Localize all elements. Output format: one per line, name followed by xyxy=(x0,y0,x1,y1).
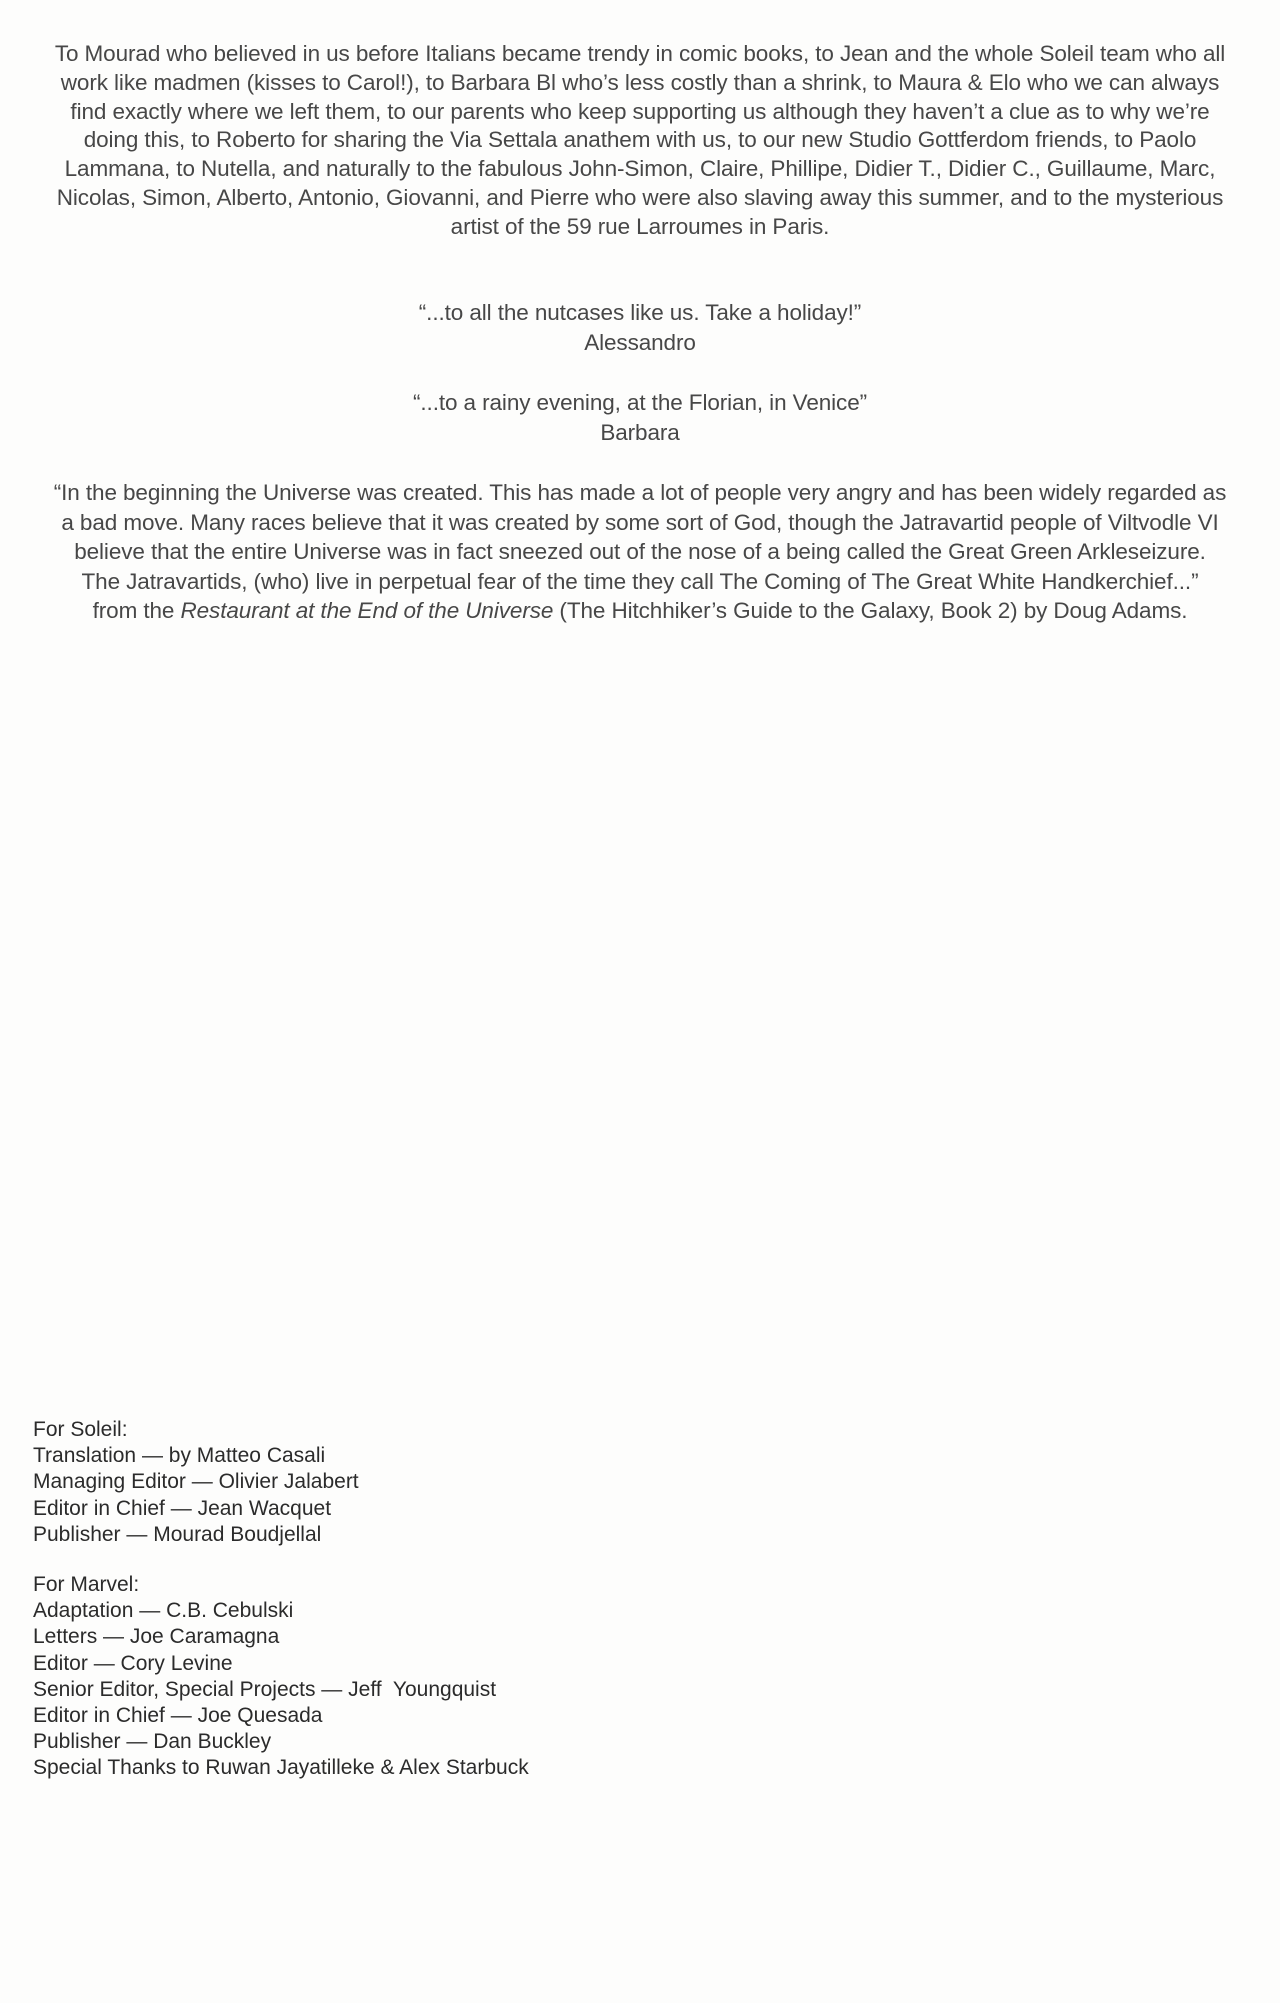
credits-line: Publisher — Mourad Boudjellal xyxy=(33,1522,322,1546)
dedication-line: work like madmen (kisses to Carol!), to Barbara Bl who’s less costly than a shrink, to Maura & Elo who we can always xyxy=(60,69,1220,95)
credits-heading: For Soleil: xyxy=(33,1418,128,1441)
quote-author: Alessandro xyxy=(584,330,696,355)
hhg-attribution-suffix: (The Hitchhiker’s Guide to the Galaxy, Book 2) by Doug Adams. xyxy=(553,598,1188,624)
dedication-line: find exactly where we left them, to our parents who keep supporting us although they haven’t a clue as to why we’re xyxy=(70,98,1210,124)
credits-line: Special Thanks to Ruwan Jayatilleke & Alex Starbuck xyxy=(33,1756,529,1780)
credits-soleil xyxy=(33,1417,733,1548)
hhg-line: “In the beginning the Universe was created. This has made a lot of people very angry and has been widely regarded as xyxy=(53,480,1227,505)
dedication-line: Lammana, to Nutella, and naturally to the fabulous John-Simon, Claire, Phillipe, Didier T., Didier C., Guillaume, Marc, xyxy=(64,156,1216,182)
credits-line: Senior Editor, Special Projects — Jeff Youngquist xyxy=(33,1677,497,1701)
quote-author: Barbara xyxy=(600,420,680,445)
credits-line: Publisher — Dan Buckley xyxy=(33,1730,272,1754)
credits-line: Adaptation — C.B. Cebulski xyxy=(33,1599,294,1623)
hitchhikers-quote xyxy=(35,478,1245,626)
dedication-paragraph xyxy=(40,40,1240,242)
hhg-line: believe that the entire Universe was in fact sneezed out of the nose of a being called the Great Green Arkleseizure. xyxy=(74,539,1206,565)
hhg-line: The Jatravartids, (who) live in perpetual fear of the time they call The Coming of The Great White Handkerchief...” xyxy=(81,568,1199,594)
quote-text: “...to a rainy evening, at the Florian, in Venice” xyxy=(413,390,867,415)
credits-marvel xyxy=(33,1572,733,1782)
credits-line: Editor in Chief — Joe Quesada xyxy=(33,1704,323,1728)
dedication-line: Nicolas, Simon, Alberto, Antonio, Giovanni, and Pierre who were also slaving away this summer, and to the mysterious xyxy=(56,184,1224,210)
hhg-line: a bad move. Many races believe that it was created by some sort of God, though the Jatravartid people of Viltvodle VI xyxy=(61,509,1219,535)
quote-barbara xyxy=(40,388,1240,448)
quote-text: “...to all the nutcases like us. Take a holiday!” xyxy=(418,300,862,325)
credits-line: Editor — Cory Levine xyxy=(33,1651,233,1675)
dedication-line: To Mourad who believed in us before Italians became trendy in comic books, to Jean and the whole Soleil team who all xyxy=(54,41,1226,66)
dedication-line: doing this, to Roberto for sharing the Via Settala anathem with us, to our new Studio Gottferdom friends, to Paolo xyxy=(83,127,1197,153)
credits-line: Editor in Chief — Jean Wacquet xyxy=(33,1496,332,1520)
credits-line: Translation — by Matteo Casali xyxy=(33,1444,326,1468)
quote-alessandro xyxy=(40,298,1240,358)
hhg-attribution xyxy=(35,596,1245,626)
credits-line: Managing Editor — Olivier Jalabert xyxy=(33,1470,359,1494)
hhg-book-title: Restaurant at the End of the Universe xyxy=(180,598,554,624)
credits-heading: For Marvel: xyxy=(33,1573,140,1596)
credits-line: Letters — Joe Caramagna xyxy=(33,1625,280,1649)
dedication-line: artist of the 59 rue Larroumes in Paris. xyxy=(450,213,830,239)
hhg-attribution-prefix: from the xyxy=(92,598,181,624)
